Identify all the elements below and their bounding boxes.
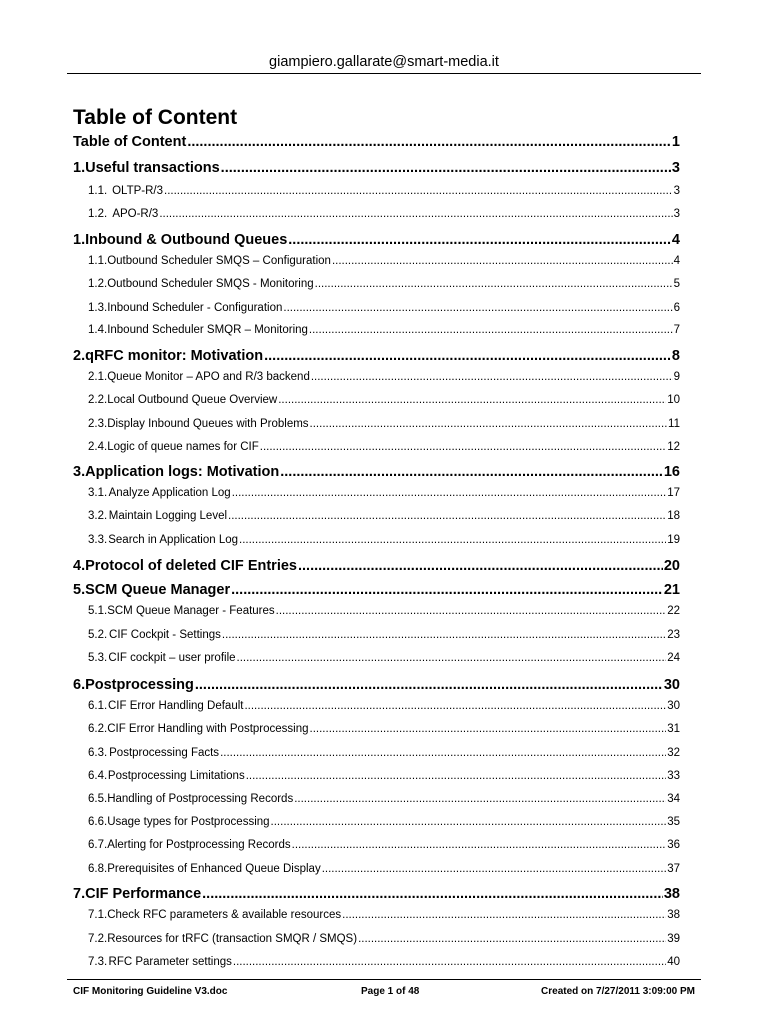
toc-entry-number: 1.3. [88, 302, 108, 314]
toc-entry-number: 3.2. [88, 510, 108, 522]
toc-entry[interactable] [73, 278, 680, 302]
toc-entry-title: CIF Cockpit - Settings [109, 629, 221, 641]
toc-entry-title: APO-R/3 [112, 208, 159, 220]
toc-entry-number: 6.4. [88, 770, 108, 782]
toc-entry-page: 19 [667, 534, 680, 546]
toc-entry-title: Outbound Scheduler SMQS - Monitoring [107, 278, 314, 290]
toc-entry-number: 1.4. [88, 324, 108, 336]
toc-dot-leader [239, 534, 666, 546]
toc-dot-leader [159, 208, 672, 220]
toc-entry-title: Table of Content [73, 134, 187, 150]
toc-entry[interactable] [73, 956, 680, 980]
toc-entry-number: 5.3. [88, 652, 108, 664]
toc-entry-page: 16 [663, 464, 680, 480]
toc-dot-leader [228, 510, 666, 522]
toc-entry-page: 30 [663, 677, 680, 693]
toc-dot-leader [264, 348, 671, 364]
toc-entry-page: 4 [671, 232, 680, 248]
toc-dot-leader [309, 324, 673, 336]
toc-entry-number: 7.1. [88, 909, 108, 921]
toc-entry-number: 1.1. [88, 255, 108, 267]
toc-dot-leader [233, 956, 666, 968]
toc-dot-leader [358, 933, 666, 945]
toc-entry-page: 4 [673, 255, 680, 267]
toc-entry-number: 5. [73, 582, 86, 598]
toc-entry-number: 6. [73, 677, 86, 693]
toc-entry[interactable] [73, 770, 680, 794]
toc-entry-title: Inbound Scheduler - Configuration [107, 302, 283, 314]
toc-entry-page: 20 [663, 558, 680, 574]
toc-dot-leader [237, 652, 667, 664]
toc-entry[interactable] [73, 464, 680, 488]
toc-entry-number: 1.2. [88, 208, 108, 220]
toc-entry[interactable] [73, 534, 680, 558]
toc-entry-page: 37 [667, 863, 680, 875]
toc-entry-page: 3 [671, 160, 680, 176]
toc-entry-title: Application logs: Motivation [85, 464, 280, 480]
toc-entry-title: CIF Error Handling Default [107, 700, 244, 712]
toc-entry-number: 1.1. [88, 185, 108, 197]
toc-entry[interactable] [73, 909, 680, 933]
toc-entry-title: Useful transactions [85, 160, 220, 176]
toc-entry-number: 7.2. [88, 933, 108, 945]
toc-entry[interactable] [73, 185, 680, 209]
toc-entry-page: 31 [667, 723, 680, 735]
toc-entry-title: Outbound Scheduler SMQS – Configuration [107, 255, 331, 267]
toc-entry-page: 38 [667, 909, 680, 921]
toc-entry-page: 40 [667, 956, 680, 968]
toc-entry-title: Inbound & Outbound Queues [85, 232, 288, 248]
toc-entry[interactable] [73, 839, 680, 863]
toc-dot-leader [202, 886, 663, 902]
toc-entry-page: 8 [671, 348, 680, 364]
toc-dot-leader [342, 909, 666, 921]
toc-dot-leader [221, 160, 671, 176]
toc-entry[interactable] [73, 302, 680, 326]
toc-entry-number: 2.4. [88, 441, 108, 453]
toc-dot-leader [292, 839, 667, 851]
toc-entry-number: 2.2. [88, 394, 108, 406]
toc-dot-leader [298, 558, 663, 574]
toc-entry[interactable] [73, 629, 680, 653]
toc-entry-title: Postprocessing Limitations [107, 770, 245, 782]
toc-entry[interactable] [73, 487, 680, 511]
toc-entry[interactable] [73, 605, 680, 629]
toc-entry-title: Alerting for Postprocessing Records [107, 839, 291, 851]
toc-entry-title: Protocol of deleted CIF Entries [85, 558, 297, 574]
toc-entry-page: 34 [667, 793, 680, 805]
header-divider [67, 73, 701, 74]
toc-entry-number: 6.2. [88, 723, 108, 735]
toc-entry-page: 5 [673, 278, 680, 290]
toc-entry-number: 3.1. [88, 487, 108, 499]
toc-entry-number: 2.3. [88, 418, 108, 430]
toc-entry-page: 22 [667, 605, 680, 617]
toc-entry-page: 9 [673, 371, 680, 383]
toc-entry-page: 33 [667, 770, 680, 782]
toc-entry[interactable] [73, 677, 680, 701]
toc-dot-leader [278, 394, 666, 406]
toc-entry-page: 38 [663, 886, 680, 902]
toc-entry[interactable] [73, 371, 680, 395]
toc-entry[interactable] [73, 208, 680, 232]
toc-entry-title: Resources for tRFC (transaction SMQR / SMQS) [107, 933, 358, 945]
toc-dot-leader [332, 255, 673, 267]
toc-entry[interactable] [73, 933, 680, 957]
toc-entry-title: Analyze Application Log [108, 487, 231, 499]
toc-entry-number: 7. [73, 886, 86, 902]
header-email: giampiero.gallarate@smart-media.it [269, 54, 499, 70]
toc-entry-number: 1. [73, 160, 86, 176]
toc-entry-number: 6.6. [88, 816, 108, 828]
footer-filename: CIF Monitoring Guideline V3.doc [73, 986, 228, 997]
footer-page-info: Page 1 of 48 [361, 986, 420, 997]
toc-dot-leader [294, 793, 666, 805]
toc-entry-page: 18 [667, 510, 680, 522]
toc-dot-leader [322, 863, 667, 875]
toc-dot-leader [310, 723, 667, 735]
toc-entry-page: 12 [667, 441, 680, 453]
toc-entry-number: 5.1. [88, 605, 108, 617]
toc-dot-leader [310, 418, 668, 430]
toc-entry-page: 1 [671, 134, 680, 150]
toc-entry[interactable] [73, 324, 680, 348]
toc-dot-leader [271, 816, 667, 828]
toc-entry[interactable] [73, 255, 680, 279]
toc-entry-title: Check RFC parameters & available resources [107, 909, 342, 921]
toc-entry[interactable] [73, 441, 680, 465]
toc-entry[interactable] [73, 418, 680, 442]
toc-entry-title: SCM Queue Manager - Features [107, 605, 275, 617]
toc-entry-page: 21 [663, 582, 680, 598]
page-title: Table of Content [73, 106, 238, 129]
toc-entry[interactable] [73, 160, 680, 184]
toc-entry-number: 1. [73, 232, 86, 248]
toc-entry[interactable] [73, 558, 680, 582]
toc-entry-title: Postprocessing [85, 677, 194, 693]
toc-entry-title: CIF Error Handling with Postprocessing [107, 723, 309, 735]
toc-entry-page: 36 [667, 839, 680, 851]
toc-entry-number: 2. [73, 348, 86, 364]
toc-dot-leader [280, 464, 663, 480]
toc-entry-number: 2.1. [88, 371, 108, 383]
toc-dot-leader [276, 605, 667, 617]
toc-entry[interactable] [73, 232, 680, 256]
toc-entry-number: 6.5. [88, 793, 108, 805]
toc-dot-leader [187, 134, 671, 150]
toc-entry-title: qRFC monitor: Motivation [85, 348, 264, 364]
toc-entry[interactable] [73, 700, 680, 724]
toc-dot-leader [244, 700, 666, 712]
toc-entry[interactable] [73, 510, 680, 534]
toc-dot-leader [311, 371, 673, 383]
toc-dot-leader [164, 185, 673, 197]
toc-entry-title: CIF Performance [85, 886, 202, 902]
toc-entry-title: Logic of queue names for CIF [107, 441, 259, 453]
toc-entry-title: SCM Queue Manager [85, 582, 231, 598]
toc-entry-page: 24 [667, 652, 680, 664]
toc-entry-number: 7.3. [88, 956, 108, 968]
toc-entry[interactable] [73, 863, 680, 887]
toc-entry[interactable] [73, 348, 680, 372]
toc-entry-number: 1.2. [88, 278, 108, 290]
toc-dot-leader [283, 302, 672, 314]
toc-entry[interactable] [73, 723, 680, 747]
toc-entry-page: 39 [667, 933, 680, 945]
toc-entry-title: Search in Application Log [108, 534, 239, 546]
toc-dot-leader [220, 747, 666, 759]
toc-entry-number: 6.3. [88, 747, 108, 759]
toc-entry-title: Queue Monitor – APO and R/3 backend [107, 371, 310, 383]
toc-dot-leader [246, 770, 667, 782]
toc-entry-title: Postprocessing Facts [109, 747, 220, 759]
toc-entry-title: RFC Parameter settings [108, 956, 232, 968]
toc-entry-page: 7 [673, 324, 680, 336]
toc-entry-page: 17 [667, 487, 680, 499]
toc-dot-leader [260, 441, 666, 453]
toc-entry-page: 3 [673, 185, 680, 197]
toc-entry-title: Maintain Logging Level [108, 510, 228, 522]
toc-entry-page: 30 [667, 700, 680, 712]
toc-dot-leader [315, 278, 673, 290]
toc-entry[interactable] [73, 793, 680, 817]
toc-entry[interactable] [73, 747, 680, 771]
toc-entry-page: 10 [667, 394, 680, 406]
toc-entry-title: OLTP-R/3 [112, 185, 163, 197]
toc-entry-number: 6.1. [88, 700, 108, 712]
toc-entry-title: Local Outbound Queue Overview [107, 394, 278, 406]
toc-entry-number: 3.3. [88, 534, 108, 546]
toc-entry-page: 32 [667, 747, 680, 759]
toc-entry[interactable] [73, 134, 680, 158]
toc-dot-leader [195, 677, 663, 693]
toc-entry-title: Handling of Postprocessing Records [107, 793, 294, 805]
toc-entry-number: 3. [73, 464, 86, 480]
toc-entry-title: Usage types for Postprocessing [107, 816, 270, 828]
toc-entry-page: 23 [667, 629, 680, 641]
toc-entry-title: CIF cockpit – user profile [108, 652, 236, 664]
toc-dot-leader [222, 629, 666, 641]
toc-entry-page: 11 [668, 418, 680, 430]
footer-divider [67, 979, 701, 980]
toc-dot-leader [231, 582, 663, 598]
toc-entry-title: Inbound Scheduler SMQR – Monitoring [107, 324, 308, 336]
toc-entry-page: 35 [667, 816, 680, 828]
toc-entry-page: 3 [673, 208, 680, 220]
toc-entry[interactable] [73, 816, 680, 840]
toc-dot-leader [288, 232, 671, 248]
toc-entry[interactable] [73, 394, 680, 418]
toc-dot-leader [232, 487, 667, 499]
toc-entry-number: 5.2. [88, 629, 108, 641]
toc-entry[interactable] [73, 652, 680, 676]
footer-created-date: Created on 7/27/2011 3:09:00 PM [541, 986, 695, 997]
toc-entry[interactable] [73, 886, 680, 910]
toc-entry-number: 4. [73, 558, 86, 574]
toc-entry[interactable] [73, 582, 680, 606]
toc-entry-number: 6.7. [88, 839, 108, 851]
toc-entry-page: 6 [673, 302, 680, 314]
toc-entry-title: Prerequisites of Enhanced Queue Display [107, 863, 321, 875]
toc-entry-number: 6.8. [88, 863, 108, 875]
toc-entry-title: Display Inbound Queues with Problems [107, 418, 309, 430]
